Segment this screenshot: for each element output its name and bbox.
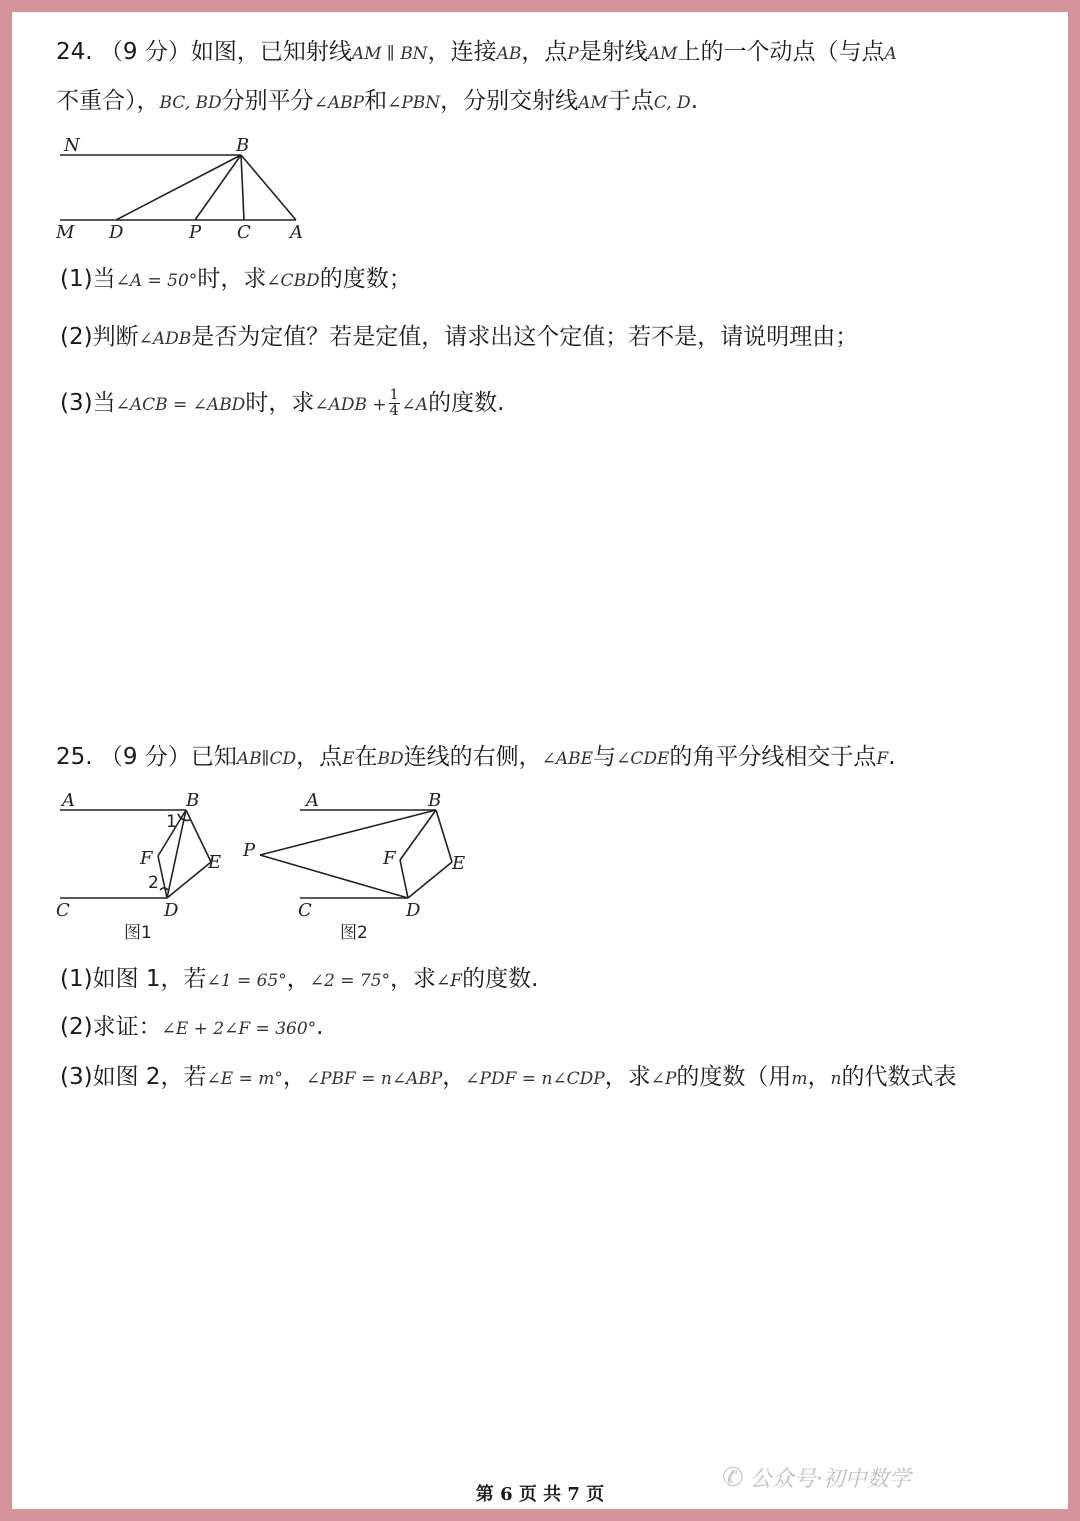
text: (3)如图 2，若 <box>60 1064 207 1090</box>
fig1-label-b: B <box>186 790 200 811</box>
label-d: D <box>109 222 124 243</box>
math: ∠PDF = n∠CDP <box>465 1069 605 1089</box>
math: P <box>567 44 579 64</box>
watermark-text: 公众号·初中数学 <box>749 1467 911 1492</box>
text: ， <box>286 966 310 992</box>
math: F <box>876 749 889 769</box>
text: 上的一个动点（与点 <box>677 39 885 65</box>
text: ，连接 <box>427 39 497 65</box>
text: 时，求 <box>245 390 315 416</box>
text: 时，求 <box>197 266 267 292</box>
fig2-segment-fd <box>400 860 408 898</box>
label-b: B <box>236 135 250 156</box>
text: 于点 <box>607 88 654 114</box>
math: ∠F <box>436 971 463 991</box>
q25-number: 25. <box>56 744 93 770</box>
q25-part3 <box>60 1062 957 1094</box>
text: (2)判断 <box>60 324 139 350</box>
text: 连线的右侧， <box>403 744 542 770</box>
fig1-label-f: F <box>140 848 153 869</box>
math: ∠E = m° <box>206 1069 283 1089</box>
fig1-caption: 图1 <box>124 923 152 943</box>
text: (1)当 <box>60 266 116 292</box>
text: (3)当 <box>60 390 116 416</box>
fig2-label-b: B <box>428 790 442 811</box>
text: 的度数. <box>462 966 539 992</box>
math: ∠ABE <box>541 749 594 769</box>
text: 与 <box>593 744 617 770</box>
text: (2)求证： <box>60 1014 162 1040</box>
page-footer: 第 6 页 共 7 页 <box>475 1484 605 1505</box>
math: ∠ADB + <box>314 395 387 415</box>
text: ， <box>442 1064 466 1090</box>
fraction-denominator: 4 <box>389 403 399 419</box>
math: AB <box>496 44 522 64</box>
math: ∠CBD <box>266 271 320 291</box>
math: BC, BD <box>159 93 222 113</box>
label-c: C <box>237 222 251 243</box>
math: ∠A <box>401 395 429 415</box>
label-n: N <box>64 135 80 156</box>
fig2-label-a: A <box>306 790 319 811</box>
text: ，分别交射线 <box>440 88 579 114</box>
label-a: A <box>290 222 303 243</box>
text: . <box>690 88 698 114</box>
text: ，求 <box>604 1064 651 1090</box>
q24-number: 24. <box>56 39 93 65</box>
math: AM <box>578 93 608 113</box>
text: 不重合）， <box>56 88 160 114</box>
text: 在 <box>354 744 378 770</box>
fig2-segment-ed <box>408 862 452 898</box>
math: ∠PBN <box>387 93 441 113</box>
fig1-label-angle2: 2 <box>148 873 159 893</box>
text: . <box>888 744 896 770</box>
text: ，求 <box>390 966 437 992</box>
fraction-numerator: 1 <box>389 387 399 403</box>
math: ∠P <box>650 1069 677 1089</box>
q24-score: （9 分） <box>99 39 191 65</box>
text: (1)如图 1，若 <box>60 966 207 992</box>
text: 的度数； <box>319 266 412 292</box>
q25-part2 <box>60 1012 323 1044</box>
math: n <box>830 1069 842 1089</box>
label-p: P <box>189 222 202 243</box>
text: 分别平分 <box>221 88 314 114</box>
fig1-label-e: E <box>208 852 222 873</box>
math: ∠A = 50° <box>115 271 198 291</box>
text: 的角平分线相交于点 <box>669 744 877 770</box>
math: ∠CDE <box>616 749 670 769</box>
fig2-label-c: C <box>298 900 312 921</box>
text: ， <box>807 1064 831 1090</box>
text: 是否为定值？若是定值，请求出这个定值；若不是，请说明理由； <box>191 324 859 350</box>
text: 的代数式表 <box>841 1064 957 1090</box>
math: m <box>791 1069 808 1089</box>
fig2-label-d: D <box>406 900 421 921</box>
text: 已知 <box>190 744 237 770</box>
segment-pb <box>260 810 436 855</box>
fig2-segment-be <box>436 810 452 862</box>
math: E <box>342 749 355 769</box>
fig2-label-f: F <box>383 848 396 869</box>
text: 的度数（用 <box>676 1064 792 1090</box>
math: ∠E + 2∠F = 360° <box>161 1019 317 1039</box>
math: AB∥CD <box>236 749 297 769</box>
math: ∠ABP <box>313 93 365 113</box>
math: AM ∥ BN <box>351 44 428 64</box>
math: ∠ADB <box>138 329 192 349</box>
fig1-label-a: A <box>62 790 75 811</box>
fig2-label-p: P <box>243 840 256 861</box>
text: 和 <box>364 88 388 114</box>
q25-part1 <box>60 964 538 996</box>
math: C, D <box>653 93 691 113</box>
math: ∠ACB = ∠ABD <box>115 395 246 415</box>
text: 的度数. <box>428 390 505 416</box>
math: AM <box>647 44 678 64</box>
text: 是射线 <box>578 39 648 65</box>
text: ， <box>282 1064 306 1090</box>
fig1-label-angle1: 1 <box>166 812 177 832</box>
fig1-label-d: D <box>164 900 179 921</box>
text: ，点 <box>521 39 568 65</box>
wechat-icon: ✆ <box>722 1463 744 1493</box>
text: 如图，已知射线 <box>190 39 352 65</box>
text: ，点 <box>296 744 343 770</box>
fig2-caption: 图2 <box>340 923 368 943</box>
fig2-label-e: E <box>452 853 466 874</box>
label-m: M <box>56 222 75 243</box>
exam-page <box>12 12 1068 1509</box>
fig1-label-c: C <box>56 900 70 921</box>
math: A <box>884 44 897 64</box>
q25-score: （9 分） <box>99 744 191 770</box>
math: BD <box>377 749 404 769</box>
math: ∠1 = 65° <box>206 971 287 991</box>
text: . <box>316 1014 324 1040</box>
q25-figure2 <box>12 12 1068 972</box>
math: ∠PBF = n∠ABP <box>305 1069 443 1089</box>
math: ∠2 = 75° <box>309 971 391 991</box>
